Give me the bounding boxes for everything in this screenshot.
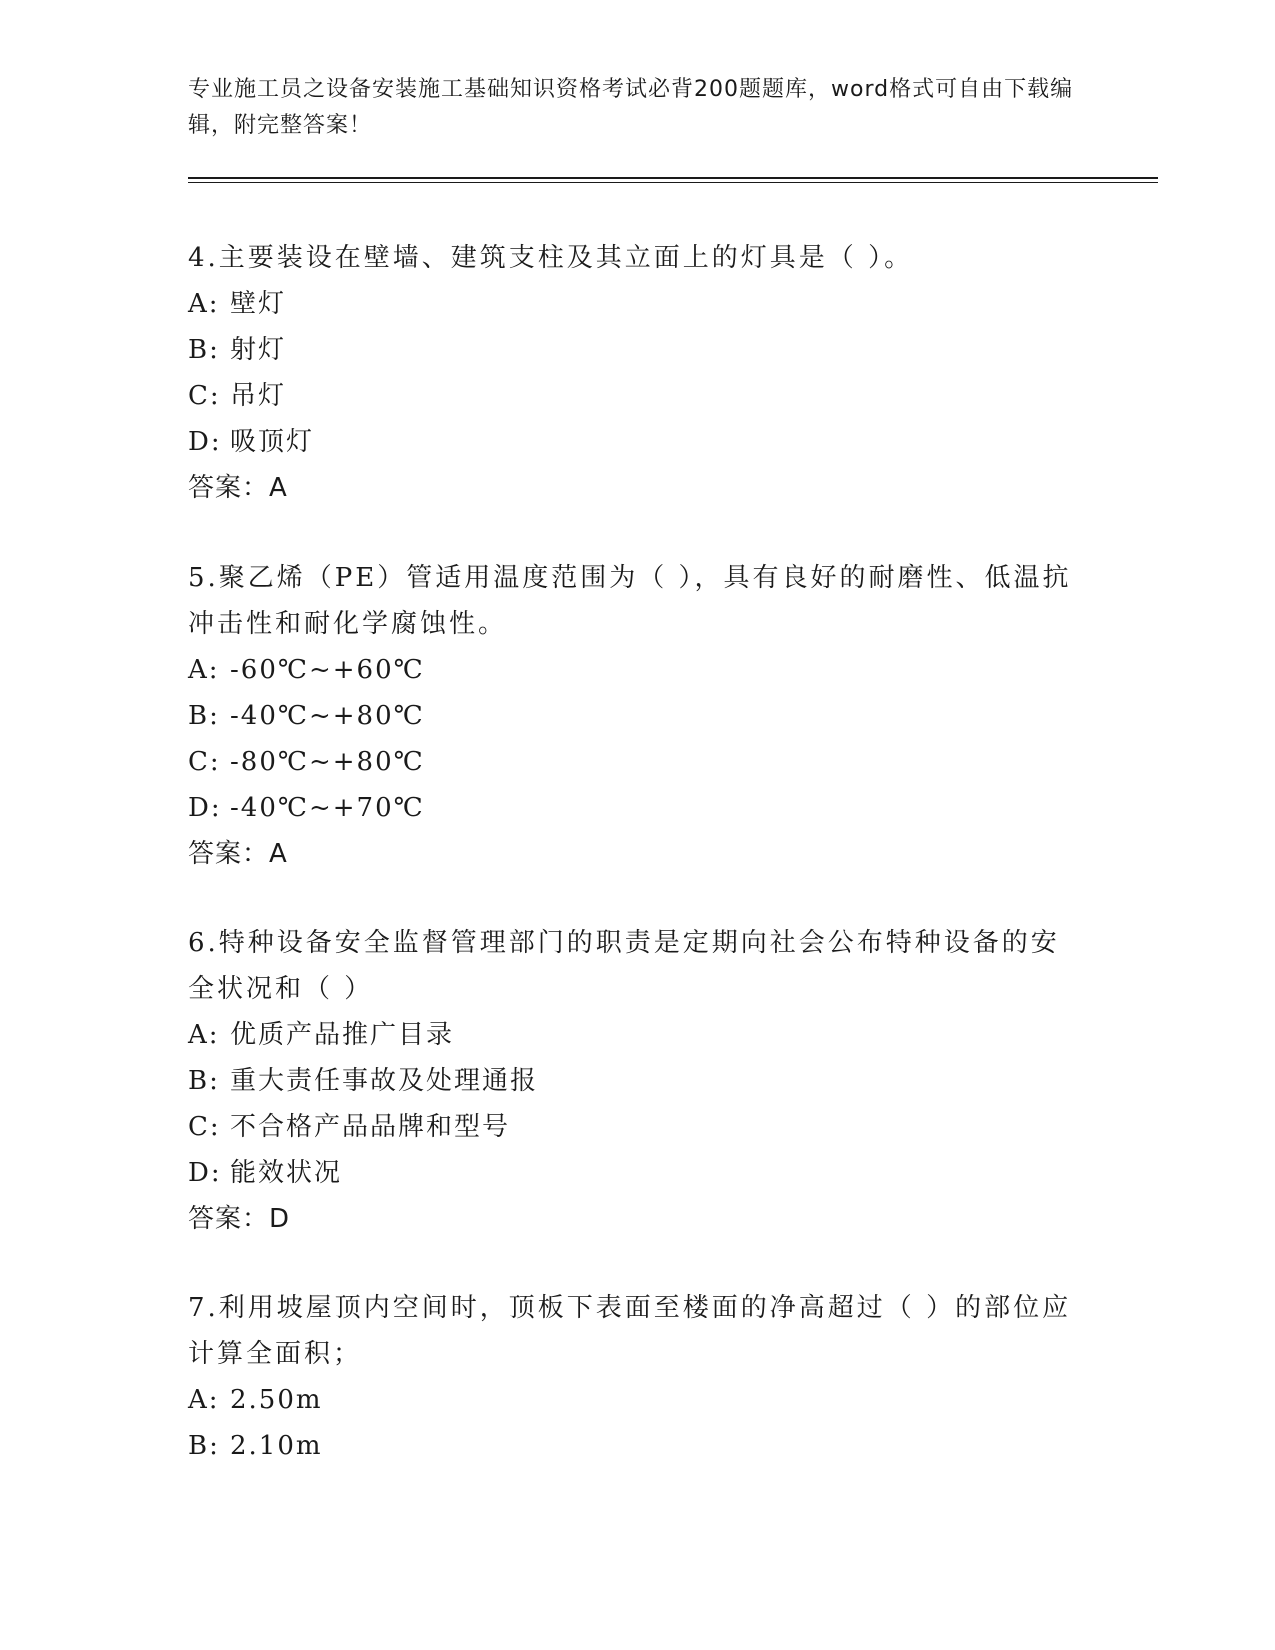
header-divider-thin (188, 182, 1158, 183)
option-text: 重大责任事故及处理通报 (230, 1066, 539, 1096)
option-text: -60℃~+60℃ (230, 655, 425, 685)
answer-line: 答案：D (188, 1204, 291, 1234)
option-text: 吊灯 (230, 381, 287, 411)
option-c (188, 373, 1088, 419)
option-text: 射灯 (230, 335, 287, 365)
option-b (188, 1058, 1088, 1104)
option-d (188, 1150, 1088, 1196)
answer-line: 答案：A (188, 839, 288, 869)
option-c (188, 1104, 1088, 1150)
option-key: D: (188, 427, 222, 457)
option-key: C: (188, 1112, 221, 1142)
option-text: 2.10m (230, 1431, 323, 1461)
option-key: B: (188, 1431, 220, 1461)
question-6 (188, 920, 1088, 1242)
option-text: 能效状况 (230, 1158, 343, 1188)
option-key: A: (188, 655, 220, 685)
option-text: 优质产品推广目录 (230, 1020, 455, 1050)
option-key: C: (188, 747, 221, 777)
option-key: A: (188, 289, 220, 319)
answer-line: 答案：A (188, 473, 288, 503)
option-key: A: (188, 1020, 220, 1050)
option-text: -80℃~+80℃ (230, 747, 425, 777)
question-4 (188, 235, 1088, 511)
option-d (188, 785, 1088, 831)
question-text: 7.利用坡屋顶内空间时，顶板下表面至楼面的净高超过（ ）的部位应计算全面积； (188, 1293, 1072, 1369)
option-key: B: (188, 1066, 220, 1096)
option-a (188, 281, 1088, 327)
option-d (188, 419, 1088, 465)
option-key: D: (188, 1158, 222, 1188)
option-a (188, 1012, 1088, 1058)
option-b (188, 327, 1088, 373)
question-text: 5.聚乙烯（PE）管适用温度范围为（ ），具有良好的耐磨性、低温抗冲击性和耐化学腐蚀性。 (188, 563, 1072, 639)
question-text: 4.主要装设在壁墙、建筑支柱及其立面上的灯具是（ ）。 (188, 243, 914, 273)
option-key: D: (188, 793, 222, 823)
option-b (188, 1423, 1088, 1469)
option-text: 壁灯 (230, 289, 287, 319)
option-b (188, 693, 1088, 739)
option-text: -40℃~+70℃ (230, 793, 425, 823)
option-key: B: (188, 335, 220, 365)
option-text: 不合格产品品牌和型号 (230, 1112, 511, 1142)
option-text: 吸顶灯 (230, 427, 315, 457)
option-text: 2.50m (230, 1385, 323, 1415)
question-7 (188, 1285, 1088, 1469)
question-5 (188, 555, 1088, 877)
question-text: 6.特种设备安全监督管理部门的职责是定期向社会公布特种设备的安全状况和（ ） (188, 928, 1060, 1004)
header-divider-thick (188, 177, 1158, 179)
option-a (188, 1377, 1088, 1423)
option-key: A: (188, 1385, 220, 1415)
option-key: B: (188, 701, 220, 731)
option-key: C: (188, 381, 221, 411)
option-text: -40℃~+80℃ (230, 701, 425, 731)
document-header: 专业施工员之设备安装施工基础知识资格考试必背200题题库，word格式可自由下载编辑，附完整答案！ (188, 77, 1074, 138)
option-c (188, 739, 1088, 785)
option-a (188, 647, 1088, 693)
